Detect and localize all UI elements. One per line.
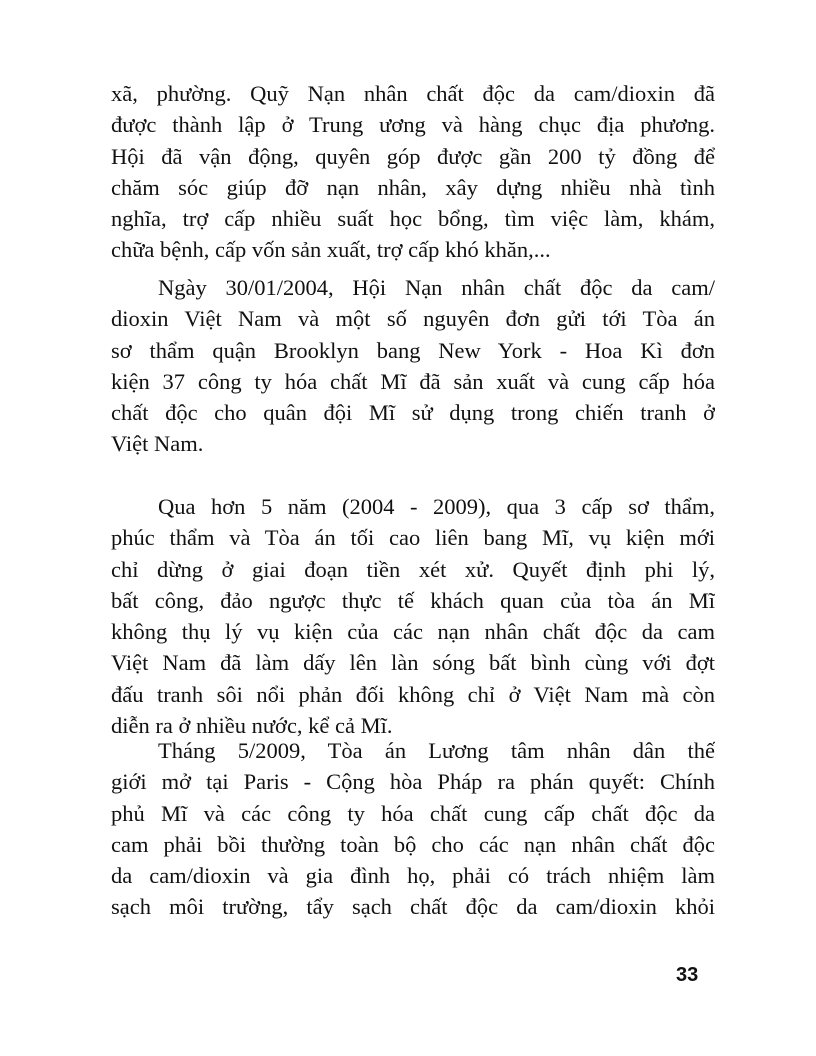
text-line: chất độc cho quân đội Mĩ sử dụng trong chiến tranh ở <box>111 400 715 426</box>
text-line: diễn ra ở nhiều nước, kể cả Mĩ. <box>111 713 393 739</box>
text-line: Hội đã vận động, quyên góp được gần 200 tỷ đồng để <box>111 143 715 169</box>
text-line: dioxin Việt Nam và một số nguyên đơn gửi tới Tòa án <box>111 306 715 332</box>
text-line: bất công, đảo ngược thực tế khách quan của tòa án Mĩ <box>111 587 715 613</box>
paragraph-1 <box>111 78 715 266</box>
text-line: phủ Mĩ và các công ty hóa chất cung cấp chất độc da <box>111 800 715 826</box>
text-line: Việt Nam đã làm dấy lên làn sóng bất bình cùng với đợt <box>111 650 715 676</box>
text-line: nghĩa, trợ cấp nhiều suất học bổng, tìm việc làm, khám, <box>111 206 715 232</box>
text-line: phúc thẩm và Tòa án tối cao liên bang Mĩ, vụ kiện mới <box>111 525 715 551</box>
text-line: Tháng 5/2009, Tòa án Lương tâm nhân dân thế <box>158 738 715 763</box>
paragraph-3 <box>111 491 715 741</box>
text-line: giới mở tại Paris - Cộng hòa Pháp ra phán quyết: Chính <box>111 769 715 795</box>
text-line: da cam/dioxin và gia đình họ, phải có trách nhiệm làm <box>111 863 715 889</box>
text-line: Ngày 30/01/2004, Hội Nạn nhân chất độc da cam/ <box>158 275 715 300</box>
text-line: được thành lập ở Trung ương và hàng chục địa phương. <box>111 112 715 138</box>
page-number: 33 <box>676 964 699 986</box>
text-line: Qua hơn 5 năm (2004 - 2009), qua 3 cấp sơ thẩm, <box>158 494 715 519</box>
text-line: chữa bệnh, cấp vốn sản xuất, trợ cấp khó khăn,... <box>111 237 551 263</box>
text-line: sạch môi trường, tẩy sạch chất độc da cam/dioxin khỏi <box>111 894 715 920</box>
text-line: sơ thẩm quận Brooklyn bang New York - Hoa Kì đơn <box>111 337 715 363</box>
text-line: cam phải bồi thường toàn bộ cho các nạn nhân chất độc <box>111 831 715 857</box>
text-line: không thụ lý vụ kiện của các nạn nhân chất độc da cam <box>111 619 715 645</box>
text-line: đấu tranh sôi nổi phản đối không chỉ ở Việt Nam mà còn <box>111 681 715 707</box>
paragraph-4 <box>111 735 715 923</box>
text-line: chỉ dừng ở giai đoạn tiền xét xử. Quyết định phi lý, <box>111 556 715 582</box>
text-line: chăm sóc giúp đỡ nạn nhân, xây dựng nhiều nhà tình <box>111 174 715 200</box>
paragraph-2 <box>111 272 715 460</box>
text-line: Việt Nam. <box>111 431 204 457</box>
text-line: kiện 37 công ty hóa chất Mĩ đã sản xuất và cung cấp hóa <box>111 368 715 394</box>
text-line: xã, phường. Quỹ Nạn nhân chất độc da cam/dioxin đã <box>111 81 715 106</box>
